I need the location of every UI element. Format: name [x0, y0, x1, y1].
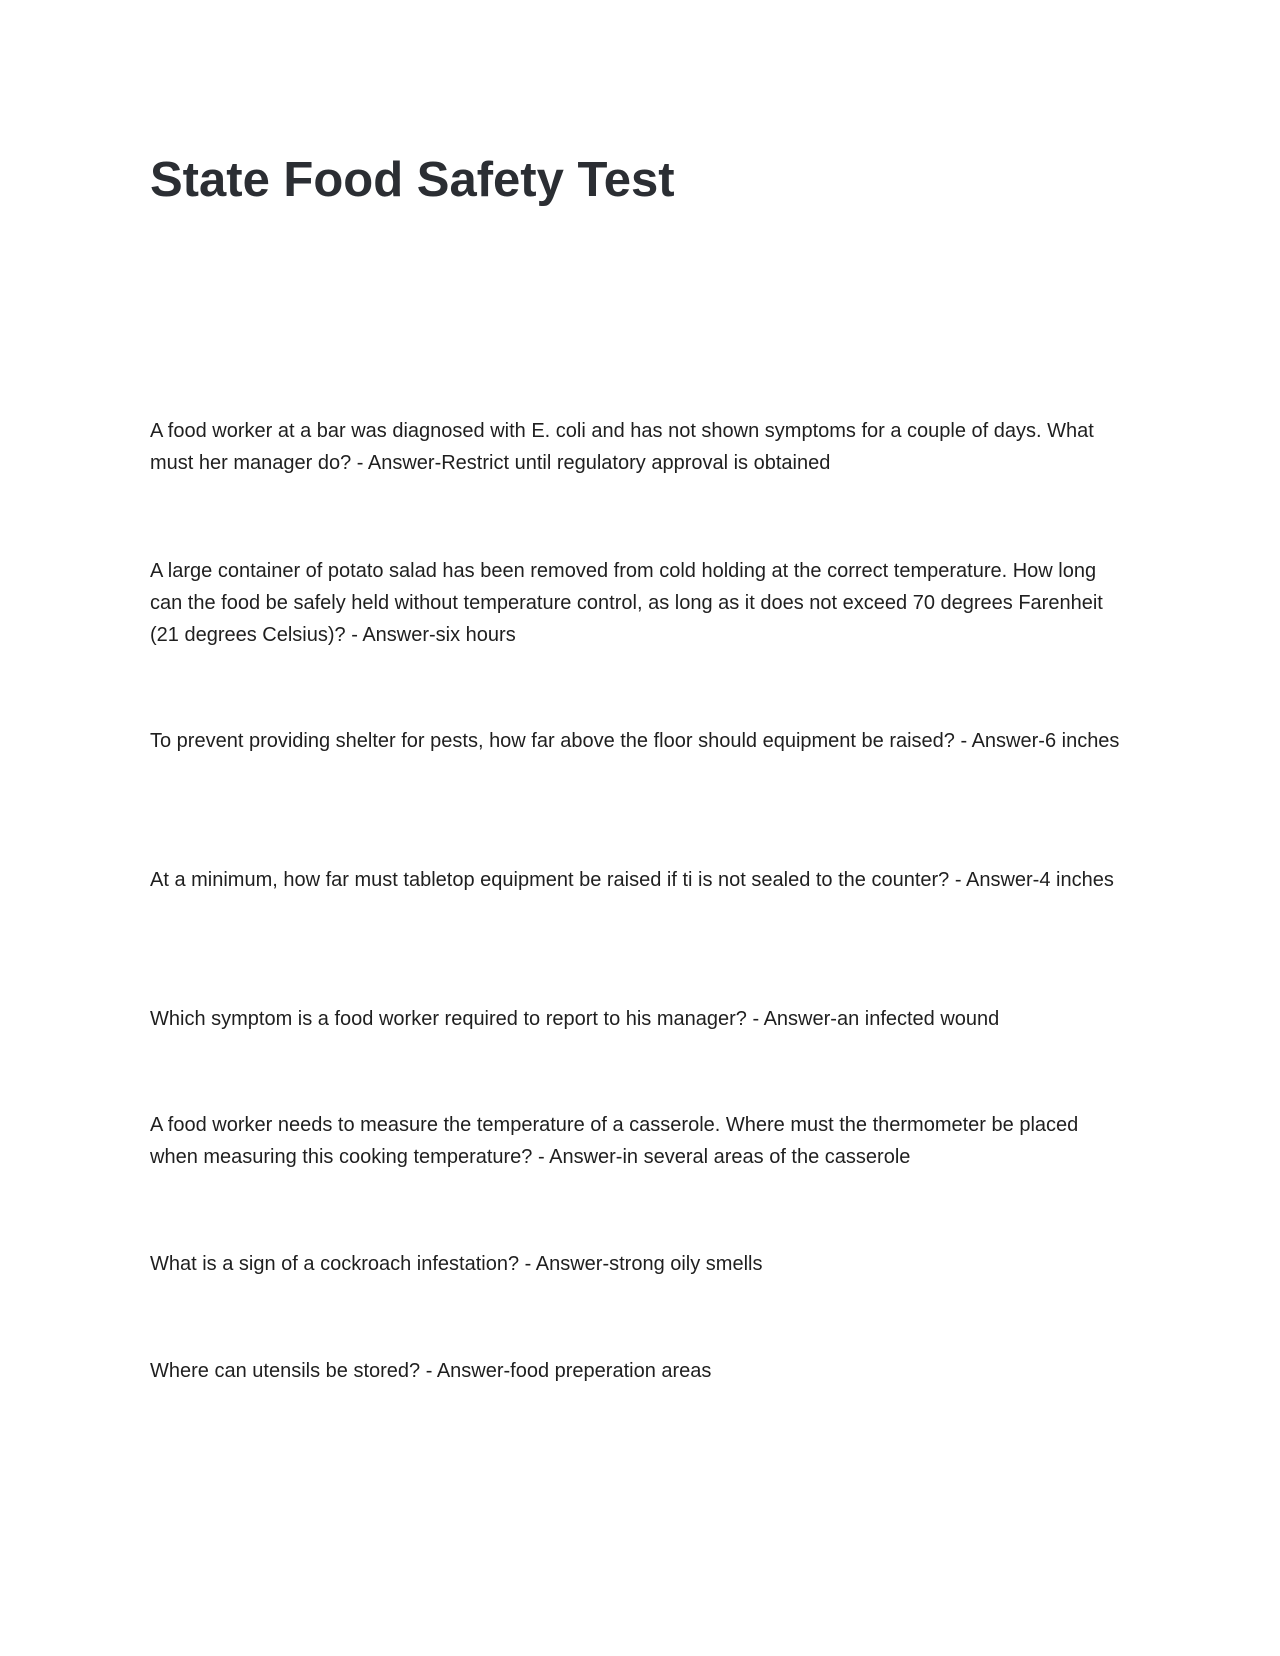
question-answer-6: A food worker needs to measure the temperature of a casserole. Where must the thermometer be placed when measuring this cooking temperature? - Answer-in several areas of the casserole: [150, 1114, 1079, 1168]
question-answer-5: Which symptom is a food worker required to report to his manager? - Answer-an infected wound: [150, 1008, 1000, 1030]
question-answer-3: To prevent providing shelter for pests, how far above the floor should equipment be raised? - Answer-6 inches: [150, 730, 1120, 752]
question-answer-1: A food worker at a bar was diagnosed with E. coli and has not shown symptoms for a couple of days. What must her manager do? - Answer-Restrict until regulatory approval is obtained: [150, 420, 1094, 474]
question-answer-8: Where can utensils be stored? - Answer-food preperation areas: [150, 1360, 712, 1382]
question-answer-4: At a minimum, how far must tabletop equipment be raised if ti is not sealed to the counter? - Answer-4 inches: [150, 869, 1114, 891]
question-answer-2: A large container of potato salad has been removed from cold holding at the correct temperature. How long can the food be safely held without temperature control, as long as it does not exceed 70 degrees Farenheit (21 degrees Celsius)? - Answer-six hours: [150, 560, 1103, 646]
question-answer-7: What is a sign of a cockroach infestation? - Answer-strong oily smells: [150, 1253, 763, 1275]
page-title: State Food Safety Test: [150, 153, 675, 207]
